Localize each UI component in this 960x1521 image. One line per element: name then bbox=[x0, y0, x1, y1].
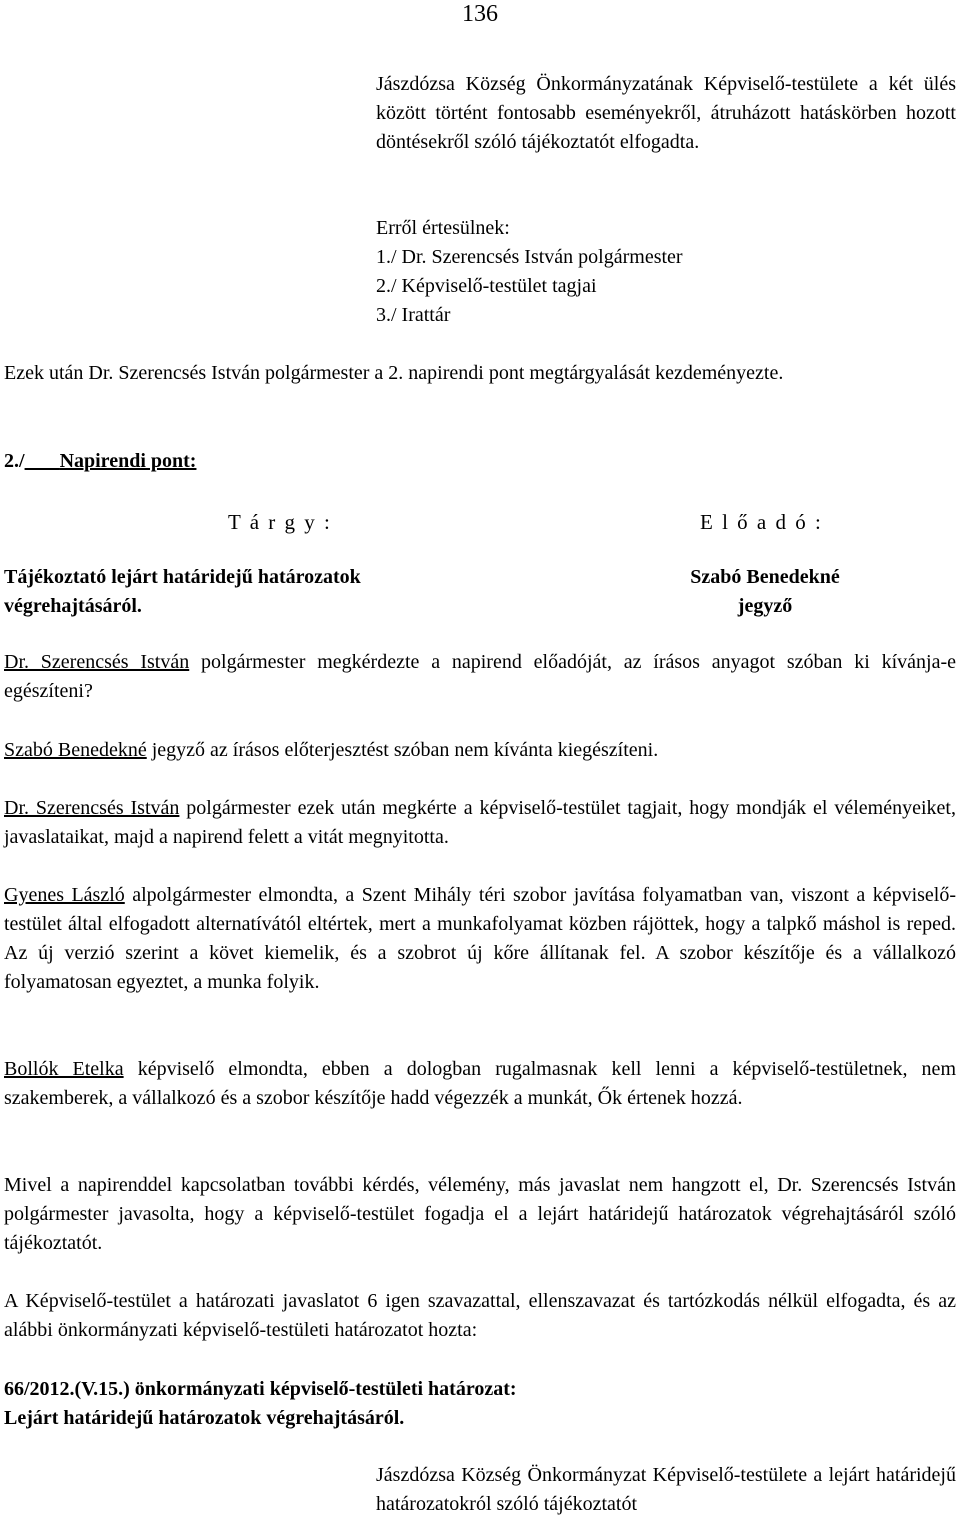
resolution-heading bbox=[4, 1375, 517, 1433]
agenda-label: Napirendi pont: bbox=[59, 450, 197, 472]
notify-item: 3./ Irattár bbox=[376, 304, 451, 326]
notify-item: 1./ Dr. Szerencsés István polgármester bbox=[376, 246, 683, 268]
speaker-name: Bollók Etelka bbox=[4, 1058, 124, 1080]
paragraph-representative: Bollók Etelka képviselő elmondta, ebben a dologban rugalmasnak kell lenni a képviselő-testületnek, nem szakemberek, a vállalkozó és a szobor készítője hadd végezzék a munkát, Ők értenek hozzá. bbox=[4, 1058, 956, 1109]
paragraph-proposal: Mivel a napirenddel kapcsolatban további kérdés, vélemény, más javaslat nem hangzott el, Dr. Szerencsés István polgármester javasolta, hogy a képviselő-testület fogadja el a lejárt határidejű határozatok végrehajtásáról szóló tájékoztatót. bbox=[4, 1174, 956, 1254]
subject-title: Tájékoztató lejárt határidejű határozatok végrehajtásáról. bbox=[4, 566, 361, 617]
agenda-heading bbox=[4, 447, 196, 476]
paragraph-notary: Szabó Benedekné jegyző az írásos előterjesztést szóban nem kívánta kiegészíteni. bbox=[4, 739, 659, 761]
agenda-number: 2./ bbox=[4, 450, 25, 472]
speaker-name: Szabó Benedekné bbox=[4, 739, 147, 761]
presenter-info bbox=[640, 563, 890, 621]
notify-heading: Erről értesülnek: bbox=[376, 217, 510, 239]
speaker-name: Gyenes László bbox=[4, 884, 125, 906]
resolution-number: 66/2012.(V.15.) önkormányzati képviselő-testületi határozat: bbox=[4, 1378, 517, 1400]
paragraph-deputy-mayor: Gyenes László alpolgármester elmondta, a Szent Mihály téri szobor javítása folyamatban van, viszont a képviselő-testület által elfogadott alternatívától eltértek, mert a munkafolyamat közben rájöttek, hogy a talpkő máshol is reped. Az új verzió szerint a követ kiemelik, és a szobrot új kőre állítanak fel. A szobor készítője és a vállalkozó folyamatosan egyeztet, a munka folyik. bbox=[4, 884, 957, 993]
speaker-name: Dr. Szerencsés István bbox=[4, 797, 180, 819]
speaker-name: Dr. Szerencsés István bbox=[4, 651, 190, 673]
paragraph-vote: A Képviselő-testület a határozati javaslatot 6 igen szavazattal, ellenszavazat és tartózkodás nélkül elfogadta, és az alábbi önkormányzati képviselő-testületi határozatot hozta: bbox=[4, 1290, 956, 1341]
presenter-name: Szabó Benedekné bbox=[690, 566, 840, 588]
resolution-body: Jászdózsa Község Önkormányzat Képviselő-testülete a lejárt határidejű határozatokról szóló tájékoztatót bbox=[376, 1464, 956, 1515]
resolution-title: Lejárt határidejű határozatok végrehajtásáról. bbox=[4, 1407, 405, 1429]
notify-item: 2./ Képviselő-testület tagjai bbox=[376, 275, 597, 297]
presenter-heading: E l ő a d ó : bbox=[700, 510, 823, 534]
page-number: 136 bbox=[462, 1, 498, 27]
transition-paragraph: Ezek után Dr. Szerencsés István polgármester a 2. napirendi pont megtárgyalását kezdeményezte. bbox=[4, 362, 784, 384]
subject-heading: T á r g y : bbox=[228, 510, 332, 534]
presenter-role: jegyző bbox=[737, 595, 793, 617]
notify-list bbox=[376, 214, 683, 330]
paragraph-mayor-debate: Dr. Szerencsés István polgármester ezek után megkérte a képviselő-testület tagjait, hogy mondják el véleményeiket, javaslataikat, majd a napirend felett a vitát megnyitotta. bbox=[4, 797, 956, 848]
intro-paragraph: Jászdózsa Község Önkormányzatának Képviselő-testülete a két ülés között történt fontosabb eseményekről, átruházott hatáskörben hozott döntésekről szóló tájékoztatót elfogadta. bbox=[376, 73, 956, 153]
paragraph-mayor-question: Dr. Szerencsés István polgármester megkérdezte a napirend előadóját, az írásos anyagot szóban ki kívánja-e egészíteni? bbox=[4, 651, 956, 702]
